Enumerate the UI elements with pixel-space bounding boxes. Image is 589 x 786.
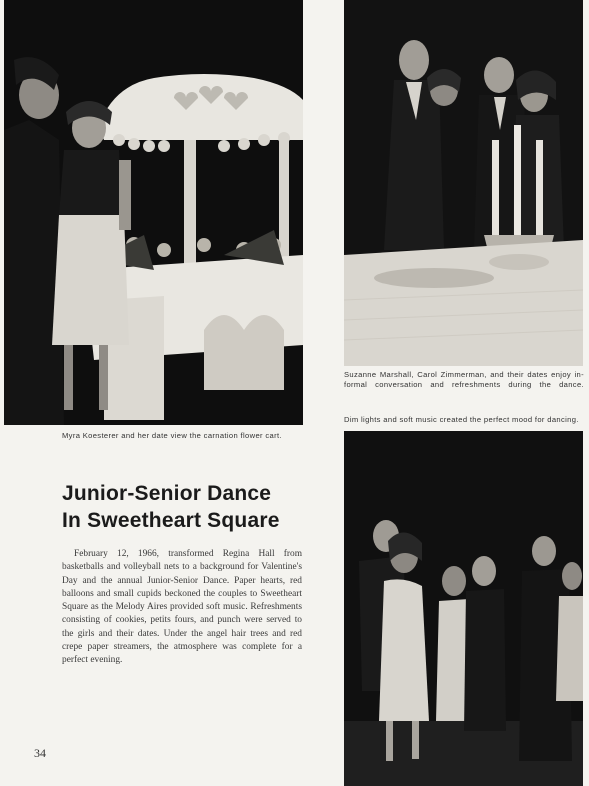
flower-cart-photo (4, 0, 303, 425)
dancing-photo (344, 431, 583, 786)
caption-line: formal conversation and refreshments during the dance. (344, 380, 584, 389)
refreshments-photo (344, 0, 583, 366)
page-number: 34 (34, 746, 46, 760)
flower-cart-caption: Myra Koesterer and her date view the carnation flower cart. (62, 431, 282, 440)
title-line-1: Junior-Senior Dance (62, 482, 272, 505)
article-body: February 12, 1966, transformed Regina Hall from basketballs and volleyball nets to a background for Valentine's Day and the annual Junior-Senior Dance. Paper hearts, red balloons and small cupids beckoned the couples to Sweetheart Square as the Melody Aires provided soft music. Refreshments consisting of cookies, petits fours, and punch were served to the girls and their dates. Under the angel hair trees and red crepe paper streamers, the atmosphere was complete for a perfect evening. (62, 549, 302, 666)
refreshments-caption (344, 370, 584, 390)
caption-line: Suzanne Marshall, Carol Zimmerman, and their dates enjoy in- (344, 370, 584, 379)
dance-caption: Dim lights and soft music created the perfect mood for dancing. (344, 415, 579, 424)
title-line-2: In Sweetheart Square (62, 509, 280, 532)
article-title (62, 480, 332, 534)
